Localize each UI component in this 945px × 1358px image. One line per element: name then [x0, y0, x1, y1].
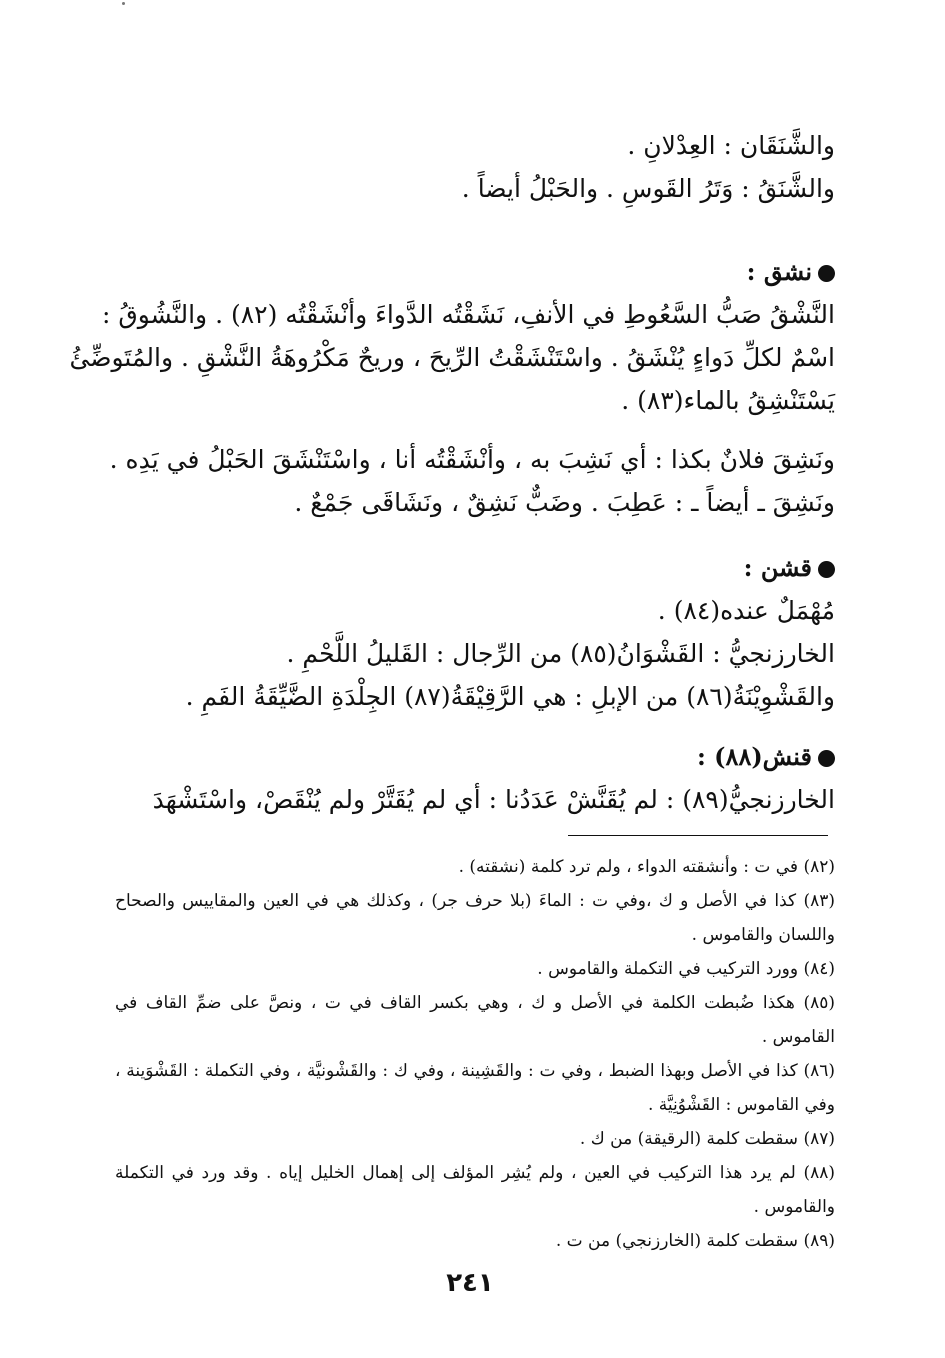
entry-heading-text: قنش(٨٨) :	[696, 742, 812, 771]
page-number: ٢٤١	[446, 1268, 494, 1298]
bullet-icon	[818, 750, 835, 767]
entry-heading-text: قشن :	[743, 553, 812, 582]
text-line: والقَشْوِيْنَةُ(٨٦) من الإبلِ : هي الرَّقِيْقَةُ(٨٧) الجِلْدَةِ الضَّيِّقَةُ الفَمِ .	[185, 682, 835, 711]
footnote-separator	[568, 835, 828, 836]
entry-qansh	[153, 735, 835, 821]
footnote: (٨٢) في ت : وأنشقته الدواء ، ولم ترد كلمة (نشقته) .	[458, 857, 835, 877]
footnote: (٨٨) لم يرد هذا التركيب في العين ، ولم يُشِر المؤلف إلى إهمال الخليل إياه . وقد ورد في التكملة والقاموس .	[115, 1163, 835, 1217]
bullet-icon	[818, 265, 835, 282]
text-line: يَسْتَنْشِقُ بالماء(٨٣) .	[621, 386, 835, 415]
opening-lines	[462, 124, 835, 210]
entry-heading-text: نشق :	[746, 257, 812, 286]
entry-heading	[69, 250, 835, 293]
footnote: (٨٣) كذا في الأصل و ك ،وفي ت : الماءَ (بلا حرف جر) ، وكذلك هي في العين والمقاييس والصحاح واللسان والقاموس .	[115, 891, 835, 945]
bullet-icon	[818, 561, 835, 578]
text-line: الخارزنجيُّ : القَشْوَانُ(٨٥) من الرِّجال : القَليلُ اللَّحْمِ .	[286, 639, 835, 668]
text-line: النَّشْقُ صَبُّ السَّعُوطِ في الأنفِ، نَشَقْتُه الدَّواءَ وأنْشَقْتُه (٨٢) . والنَّشُوقُ :	[101, 300, 835, 329]
entry-qashn	[186, 546, 835, 718]
entry-heading	[153, 735, 835, 778]
stray-ink-mark	[122, 2, 125, 5]
text-line: ونَشِقَ ـ أيضاً ـ : عَطِبَ . وضَبٌّ نَشِقٌ ، ونَشَاقَى جَمْعٌ .	[294, 488, 835, 517]
footnote: (٨٤) وورد التركيب في التكملة والقاموس .	[537, 959, 835, 979]
footnote: (٨٧) سقطت كلمة (الرقيقة) من ك .	[579, 1129, 835, 1149]
text-line: ونَشِقَ فلانٌ بكذا : أي نَشِبَ به ، وأنْشَقْتُه أنا ، واسْتَنْشَقَ الحَبْلُ في يَدِه .	[109, 445, 835, 474]
footnote: (٨٦) كذا في الأصل وبهذا الضبط ، وفي ت : والقَشِينة ، وفي ك : والقَشْونيَّة ، وفي التكملة : القَشْوَينة ، وفي القاموس : القَشْوُنِيَّة .	[115, 1061, 835, 1115]
text-line: الخارزنجيُّ(٨٩) : لم يُقَنَّشْ عَدَدُنا : أي لم يُقَتَّرْ ولم يُنْقَصْ، واسْتَشْهَدَ	[152, 785, 835, 814]
text-line: مُهْمَلٌ عنده(٨٤) .	[657, 596, 835, 625]
text-line: والشَّنَقُ : وَتَرُ القَوسِ . والحَبْلُ أيضاً .	[461, 174, 835, 203]
text-line: اسْمٌ لكلِّ دَواءٍ يُنْشَقُ . واسْتَنْشَقْتُ الرِّيحَ ، وريحٌ مَكْرُوهَةُ النَّشْقِ . والمُتَوضِّئُ	[69, 343, 835, 372]
footnotes	[115, 850, 835, 1258]
text-line: والشَّنَقَان : العِدْلانِ .	[627, 131, 835, 160]
footnote: (٨٥) هكذا ضُبطت الكلمة في الأصل و ك ، وهي بكسر القاف في ت ، ونصَّ على ضمِّ القاف في القاموس .	[115, 993, 835, 1047]
entry-nashq-continued	[110, 438, 835, 524]
entry-heading	[186, 546, 835, 589]
footnote: (٨٩) سقطت كلمة (الخارزنجي) من ت .	[555, 1231, 835, 1251]
entry-nashq	[69, 250, 835, 422]
